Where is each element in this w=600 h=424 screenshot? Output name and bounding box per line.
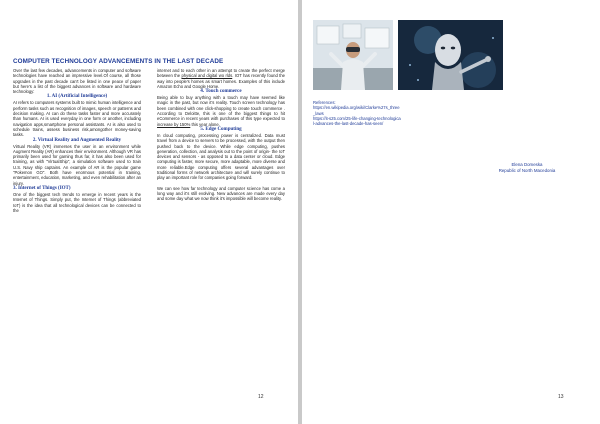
vr-headset-photo (313, 20, 393, 90)
robot-illustration (398, 20, 503, 90)
increase-link[interactable]: increase by 150% (157, 121, 191, 127)
robot-face-photo (398, 20, 503, 90)
heading-ai: 1. AI (Artificial Intelligence) (46, 94, 108, 100)
right-page (302, 0, 600, 424)
author-name: Elena Domeska (511, 162, 543, 167)
page-number-right: 13 (558, 394, 564, 400)
author-signature (462, 162, 592, 174)
conclusion-paragraph: We can see how far technology and computer science has come a long way and it's still evolving. New advances are made every day and some day what we now think it's impossible will become reality. (157, 185, 285, 202)
reference-link-2[interactable]: https://it-s25.com/25-life-changing-technological-advances-the-last-decade-has-seen/ (313, 115, 401, 127)
heading-vr-ar: 2. Virtual Reality and Augmented Reality (32, 137, 122, 143)
references-label: References: (313, 100, 336, 105)
iot-paragraph: One of the biggest tech trends to emerge in recent years is the Internet of Things. Simply put, the Internet of Things (abbreviated IoT) is the idea that all technological devices can be connected to the (13, 191, 141, 213)
touch-text-b: this year alone. (190, 121, 220, 127)
text-column-1 (13, 68, 141, 213)
edge-computing-paragraph: In cloud computing, processing power is centralized. Data must travel from a device to servers to be processed, with the output then pushed back to the device. While edge computing, pushes generation, collection, and analysis out to the point of origin- the IoT devices and sensors - as opposed to a data center or cloud. Edge computing is faster, more secure, more adaptable, more diverse and more reliable.Edge computing offers several advantages over traditional forms of network architecture and will surely continue to play an important role for companies going forward. (157, 132, 285, 181)
vr-ar-paragraph: Virtual Reality (VR) immerses the user in an environment while Augment Reality (AR) enhances their environment. Although VR has primarily been used for gaming thus far, it has also been used for training, as with "VirtualShip", a simulation software used to train U.S. Navy ship captains. An example of AR is the popular game "Pokemon GO". Both have enormous potential in training, entertainment, education, marketing, and even rehabilitation after an injury. (13, 143, 141, 186)
article-title: COMPUTER TECHNOLOGY ADVANCEMENTS IN THE LAST DECADE (13, 58, 224, 65)
intro-paragraph: Over the last few decades, advancements in computer and software technologies have reached an impressive level.Of course, all those upgrades in the past decade can't be listed in one peace of paper but here's a list of the biggest advances in software and hardware technology: (13, 68, 141, 95)
heading-edge-computing: 5. Edge Computing (200, 126, 242, 132)
physical-digital-link[interactable]: physical and digital wo rlds (181, 73, 233, 79)
vr-scene-illustration (313, 20, 393, 90)
text-column-2 (157, 68, 285, 202)
heading-touch-commerce: 4. Touch commerce (200, 89, 242, 95)
page-number-left: 12 (258, 394, 264, 400)
author-country: Republic of North Macedonia (498, 168, 556, 173)
iot-text-a: internet and to each other in an attempt to create the perfect merge between the (157, 68, 285, 79)
heading-iot: 3. Internet of Things (IOT) (13, 185, 71, 191)
reference-link-1[interactable]: https://en.wikipedia.org/wiki/Clarke%27s_three_laws (313, 105, 400, 116)
iot-continued-paragraph (157, 68, 285, 89)
left-page (0, 0, 298, 424)
ai-paragraph: AI refers to computers systems built to mimic human intelligence and perform tasks such as recognition of images, speech or patterns and decision making. AI can do these tasks faster and more accurately than humans. AI is used everyday in one form or another, including navigation apps,smartphone personal assistants. AI is also used to schedule trains, assess business risk,amongother money-saving tasks. (13, 100, 141, 138)
references-block (313, 100, 401, 126)
touch-commerce-paragraph (157, 95, 285, 127)
touch-text-a: Being able to buy anything with a touch may have seemed like magic in the past, but now it's reality. Touch screen technology has been combined with one click-shopping to create touch commerce . According to Deloitte, this is one of the biggest things to hit eCommerce in recent years with purchases of this type expected to (157, 95, 285, 122)
iot-text-b: . IOT has recently found the way into people's homes as smart homes. Examples of this include Amazon Echo and Google Home. (157, 73, 285, 89)
